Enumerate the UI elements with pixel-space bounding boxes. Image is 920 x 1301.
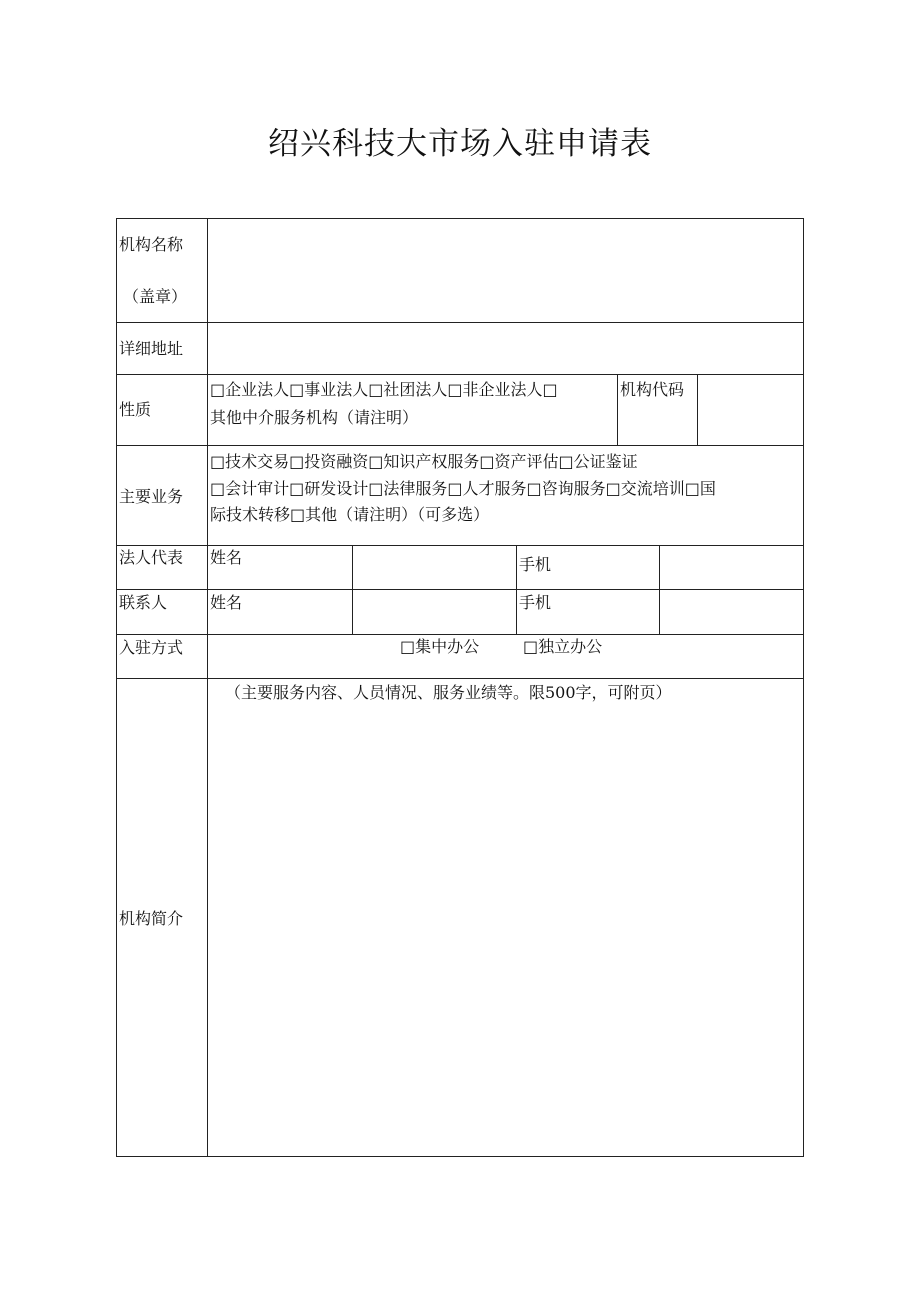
- legal-rep-label: 法人代表: [119, 548, 184, 567]
- table-rule: [116, 1156, 804, 1157]
- table-rule: [116, 218, 117, 1157]
- legal-rep-name-label: 姓名: [210, 548, 243, 567]
- org-name-input[interactable]: [208, 219, 803, 322]
- settle-option-centralized[interactable]: □集中办公: [400, 637, 480, 656]
- nature-options[interactable]: □企业法人□事业法人□社团法人□非企业法人□: [210, 380, 558, 399]
- settle-label: 入驻方式: [119, 638, 184, 657]
- business-options-line1[interactable]: □技术交易□投资融资□知识产权服务□资产评估□公证鉴证: [210, 452, 638, 471]
- business-label: 主要业务: [119, 487, 184, 506]
- table-rule: [116, 678, 804, 679]
- nature-label: 性质: [119, 400, 152, 419]
- page-title: 绍兴科技大市场入驻申请表: [268, 126, 652, 162]
- intro-label: 机构简介: [119, 909, 184, 928]
- legal-rep-phone-input[interactable]: [660, 546, 803, 589]
- org-name-label: 机构名称: [119, 235, 184, 254]
- table-rule: [116, 445, 804, 446]
- org-code-input[interactable]: [698, 375, 803, 445]
- nature-options-other[interactable]: 其他中介服务机构（请注明）: [210, 408, 419, 427]
- contact-name-input[interactable]: [353, 590, 516, 634]
- org-name-seal-label: （盖章）: [123, 287, 188, 306]
- business-options-line3[interactable]: 际技术转移□其他（请注明）（可多选）: [210, 505, 490, 524]
- contact-name-label: 姓名: [210, 593, 243, 612]
- table-rule: [803, 218, 804, 1157]
- org-code-label: 机构代码: [620, 380, 685, 399]
- address-input[interactable]: [208, 323, 803, 374]
- contact-phone-label: 手机: [519, 593, 552, 612]
- intro-hint: （主要服务内容、人员情况、服务业绩等。限500字，可附页）: [225, 683, 672, 702]
- table-rule: [516, 545, 517, 635]
- legal-rep-phone-label: 手机: [519, 555, 552, 574]
- intro-textarea[interactable]: [208, 706, 803, 1156]
- contact-phone-input[interactable]: [660, 590, 803, 634]
- legal-rep-name-input[interactable]: [353, 546, 516, 589]
- settle-option-independent[interactable]: □独立办公: [523, 637, 603, 656]
- contact-label: 联系人: [119, 593, 168, 612]
- address-label: 详细地址: [119, 339, 184, 358]
- table-rule: [617, 374, 618, 446]
- business-options-line2[interactable]: □会计审计□研发设计□法律服务□人才服务□咨询服务□交流培训□国: [210, 479, 716, 498]
